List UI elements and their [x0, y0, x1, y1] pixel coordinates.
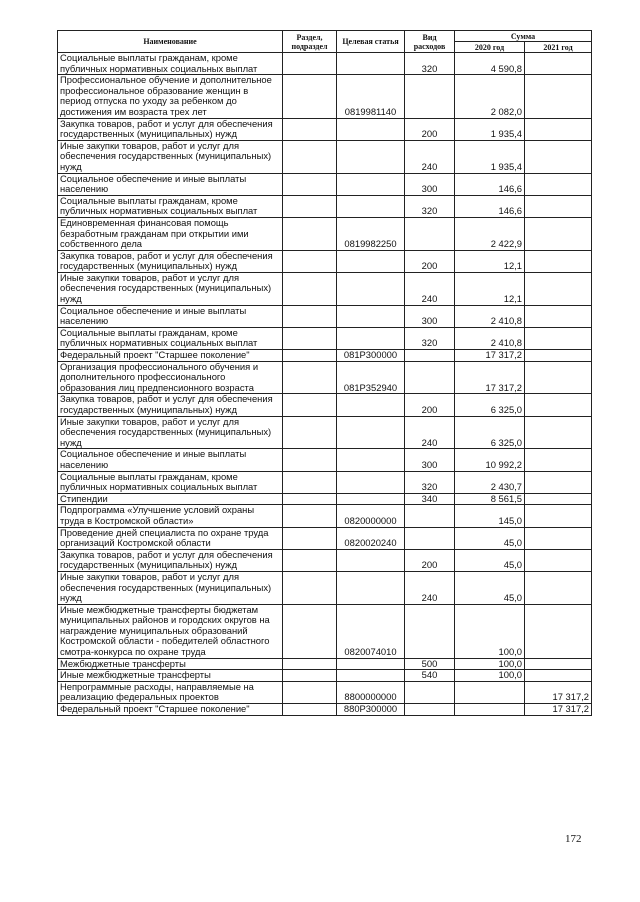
- row-sum-2021: [525, 471, 592, 493]
- row-sum-2020: [455, 704, 525, 716]
- table-row: [58, 670, 592, 682]
- row-kind: 200: [405, 250, 455, 272]
- table-row: [58, 549, 592, 571]
- row-section: [283, 704, 337, 716]
- row-sum-2021: [525, 217, 592, 250]
- header-kind: Вид расходов: [405, 31, 455, 53]
- table-row: [58, 361, 592, 394]
- table-row: [58, 250, 592, 272]
- row-section: [283, 505, 337, 527]
- row-section: [283, 217, 337, 250]
- row-sum-2021: [525, 195, 592, 217]
- table-row: [58, 217, 592, 250]
- row-section: [283, 118, 337, 140]
- row-name: Федеральный проект "Старшее поколение": [58, 704, 283, 716]
- row-name: Профессиональное обучение и дополнительное профессиональное образование женщин в период отпуска по уходу за ребенком до достижения им возраста трех лет: [58, 75, 283, 118]
- row-sum-2021: [525, 549, 592, 571]
- row-sum-2020: 1 935,4: [455, 140, 525, 173]
- row-sum-2021: [525, 505, 592, 527]
- row-kind: [405, 217, 455, 250]
- row-kind: [405, 75, 455, 118]
- row-target: [337, 394, 405, 416]
- row-sum-2021: [525, 394, 592, 416]
- table-row: [58, 416, 592, 449]
- row-target: [337, 195, 405, 217]
- row-sum-2020: 45,0: [455, 527, 525, 549]
- table-row: [58, 53, 592, 75]
- row-kind: [405, 681, 455, 703]
- row-sum-2020: 145,0: [455, 505, 525, 527]
- row-sum-2021: [525, 527, 592, 549]
- row-kind: 300: [405, 173, 455, 195]
- row-name: Организация профессионального обучения и дополнительного профессионального образования лиц предпенсионного возраста: [58, 361, 283, 394]
- row-kind: 240: [405, 416, 455, 449]
- row-name: Иные межбюджетные трансферты: [58, 670, 283, 682]
- row-name: Иные закупки товаров, работ и услуг для обеспечения государственных (муниципальных) нужд: [58, 416, 283, 449]
- row-sum-2020: 6 325,0: [455, 394, 525, 416]
- row-kind: [405, 704, 455, 716]
- row-section: [283, 604, 337, 658]
- row-sum-2021: [525, 118, 592, 140]
- row-section: [283, 350, 337, 362]
- row-name: Социальные выплаты гражданам, кроме публичных нормативных социальных выплат: [58, 327, 283, 349]
- row-name: Федеральный проект "Старшее поколение": [58, 350, 283, 362]
- row-kind: 320: [405, 471, 455, 493]
- row-section: [283, 658, 337, 670]
- row-sum-2021: [525, 53, 592, 75]
- row-section: [283, 140, 337, 173]
- row-sum-2020: 146,6: [455, 195, 525, 217]
- row-section: [283, 416, 337, 449]
- row-sum-2020: 2 410,8: [455, 327, 525, 349]
- table-row: [58, 75, 592, 118]
- row-sum-2021: [525, 670, 592, 682]
- row-target: [337, 658, 405, 670]
- row-sum-2021: [525, 327, 592, 349]
- table-row: [58, 704, 592, 716]
- row-name: Подпрограмма «Улучшение условий охраны труда в Костромской области»: [58, 505, 283, 527]
- table-row: [58, 272, 592, 305]
- row-section: [283, 681, 337, 703]
- row-section: [283, 173, 337, 195]
- row-sum-2021: [525, 250, 592, 272]
- row-kind: 200: [405, 118, 455, 140]
- row-kind: 240: [405, 140, 455, 173]
- row-target: 8800000000: [337, 681, 405, 703]
- row-name: Иные межбюджетные трансферты бюджетам муниципальных районов и городских округов на награждение муниципальных образований Костромской области - победителей областного смотра-конкурса по охране труда: [58, 604, 283, 658]
- row-sum-2020: 45,0: [455, 549, 525, 571]
- row-sum-2020: 8 561,5: [455, 493, 525, 505]
- row-sum-2020: 10 992,2: [455, 449, 525, 471]
- table-row: [58, 449, 592, 471]
- row-kind: 200: [405, 394, 455, 416]
- row-section: [283, 53, 337, 75]
- table-row: [58, 571, 592, 604]
- row-target: [337, 53, 405, 75]
- row-target: [337, 140, 405, 173]
- row-target: [337, 272, 405, 305]
- row-sum-2021: [525, 75, 592, 118]
- row-sum-2021: 17 317,2: [525, 681, 592, 703]
- row-section: [283, 527, 337, 549]
- row-sum-2021: [525, 173, 592, 195]
- row-kind: 340: [405, 493, 455, 505]
- row-sum-2020: 146,6: [455, 173, 525, 195]
- row-sum-2021: [525, 272, 592, 305]
- row-name: Стипендии: [58, 493, 283, 505]
- row-name: Социальные выплаты гражданам, кроме публичных нормативных социальных выплат: [58, 53, 283, 75]
- row-target: 0819982250: [337, 217, 405, 250]
- row-name: Социальное обеспечение и иные выплаты населению: [58, 449, 283, 471]
- row-sum-2021: [525, 140, 592, 173]
- row-kind: 320: [405, 195, 455, 217]
- table-row: [58, 118, 592, 140]
- table-row: [58, 195, 592, 217]
- row-sum-2021: 17 317,2: [525, 704, 592, 716]
- row-target: [337, 549, 405, 571]
- row-kind: 200: [405, 549, 455, 571]
- row-name: Единовременная финансовая помощь безработным гражданам при открытии ими собственного дела: [58, 217, 283, 250]
- header-sum: Сумма: [455, 31, 592, 42]
- row-sum-2021: [525, 604, 592, 658]
- row-section: [283, 471, 337, 493]
- row-sum-2020: [455, 681, 525, 703]
- row-kind: 240: [405, 571, 455, 604]
- row-sum-2020: 100,0: [455, 604, 525, 658]
- table-row: [58, 604, 592, 658]
- row-sum-2021: [525, 361, 592, 394]
- row-sum-2021: [525, 571, 592, 604]
- row-sum-2020: 6 325,0: [455, 416, 525, 449]
- row-section: [283, 75, 337, 118]
- row-kind: 500: [405, 658, 455, 670]
- row-target: 081P352940: [337, 361, 405, 394]
- row-sum-2020: 2 410,8: [455, 305, 525, 327]
- row-name: Закупка товаров, работ и услуг для обеспечения государственных (муниципальных) нужд: [58, 549, 283, 571]
- row-section: [283, 250, 337, 272]
- row-section: [283, 571, 337, 604]
- row-target: [337, 571, 405, 604]
- table-body: [58, 53, 592, 716]
- row-target: 081P300000: [337, 350, 405, 362]
- row-sum-2020: 1 935,4: [455, 118, 525, 140]
- row-kind: [405, 361, 455, 394]
- row-name: Непрограммные расходы, направляемые на реализацию федеральных проектов: [58, 681, 283, 703]
- row-section: [283, 449, 337, 471]
- row-target: [337, 173, 405, 195]
- row-sum-2020: 17 317,2: [455, 350, 525, 362]
- row-name: Социальные выплаты гражданам, кроме публичных нормативных социальных выплат: [58, 195, 283, 217]
- row-kind: [405, 604, 455, 658]
- row-target: [337, 327, 405, 349]
- table-row: [58, 305, 592, 327]
- row-section: [283, 361, 337, 394]
- row-target: 0820074010: [337, 604, 405, 658]
- row-sum-2020: 45,0: [455, 571, 525, 604]
- table-row: [58, 350, 592, 362]
- row-kind: [405, 505, 455, 527]
- row-sum-2020: 12,1: [455, 250, 525, 272]
- row-target: 0820020240: [337, 527, 405, 549]
- row-sum-2021: [525, 350, 592, 362]
- header-year-2021: 2021 год: [525, 42, 592, 53]
- table-row: [58, 681, 592, 703]
- row-sum-2020: 100,0: [455, 670, 525, 682]
- row-name: Иные закупки товаров, работ и услуг для обеспечения государственных (муниципальных) нужд: [58, 571, 283, 604]
- row-name: Иные закупки товаров, работ и услуг для обеспечения государственных (муниципальных) нужд: [58, 140, 283, 173]
- table-header: [58, 31, 592, 53]
- table-row: [58, 493, 592, 505]
- row-sum-2020: 12,1: [455, 272, 525, 305]
- row-sum-2021: [525, 658, 592, 670]
- row-sum-2020: 2 082,0: [455, 75, 525, 118]
- table-row: [58, 140, 592, 173]
- row-kind: 540: [405, 670, 455, 682]
- row-section: [283, 394, 337, 416]
- row-name: Закупка товаров, работ и услуг для обеспечения государственных (муниципальных) нужд: [58, 118, 283, 140]
- page-number: 172: [565, 833, 582, 845]
- row-sum-2021: [525, 493, 592, 505]
- row-target: 0820000000: [337, 505, 405, 527]
- row-kind: 300: [405, 449, 455, 471]
- table-row: [58, 527, 592, 549]
- row-kind: 240: [405, 272, 455, 305]
- row-section: [283, 327, 337, 349]
- row-target: [337, 416, 405, 449]
- row-name: Закупка товаров, работ и услуг для обеспечения государственных (муниципальных) нужд: [58, 250, 283, 272]
- row-section: [283, 493, 337, 505]
- table-row: [58, 394, 592, 416]
- row-name: Межбюджетные трансферты: [58, 658, 283, 670]
- table-row: [58, 327, 592, 349]
- row-target: [337, 250, 405, 272]
- row-target: [337, 449, 405, 471]
- row-target: [337, 471, 405, 493]
- row-sum-2021: [525, 305, 592, 327]
- row-sum-2021: [525, 449, 592, 471]
- row-target: [337, 670, 405, 682]
- row-kind: [405, 527, 455, 549]
- row-target: 0819981140: [337, 75, 405, 118]
- row-sum-2020: 17 317,2: [455, 361, 525, 394]
- row-kind: [405, 350, 455, 362]
- row-name: Социальные выплаты гражданам, кроме публичных нормативных социальных выплат: [58, 471, 283, 493]
- row-name: Социальное обеспечение и иные выплаты населению: [58, 173, 283, 195]
- header-year-2020: 2020 год: [455, 42, 525, 53]
- row-name: Закупка товаров, работ и услуг для обеспечения государственных (муниципальных) нужд: [58, 394, 283, 416]
- row-section: [283, 305, 337, 327]
- table-row: [58, 471, 592, 493]
- row-sum-2021: [525, 416, 592, 449]
- row-target: 880P300000: [337, 704, 405, 716]
- table-row: [58, 505, 592, 527]
- row-kind: 320: [405, 53, 455, 75]
- table-row: [58, 658, 592, 670]
- row-name: Иные закупки товаров, работ и услуг для обеспечения государственных (муниципальных) нужд: [58, 272, 283, 305]
- header-target: Целевая статья: [337, 31, 405, 53]
- table-row: [58, 173, 592, 195]
- row-kind: 320: [405, 327, 455, 349]
- row-sum-2020: 2 422,9: [455, 217, 525, 250]
- row-target: [337, 305, 405, 327]
- budget-table: [57, 30, 592, 716]
- row-target: [337, 118, 405, 140]
- row-name: Проведение дней специалиста по охране труда организаций Костромской области: [58, 527, 283, 549]
- row-section: [283, 670, 337, 682]
- row-sum-2020: 2 430,7: [455, 471, 525, 493]
- header-name: Наименование: [58, 31, 283, 53]
- row-section: [283, 195, 337, 217]
- row-kind: 300: [405, 305, 455, 327]
- row-sum-2020: 100,0: [455, 658, 525, 670]
- row-section: [283, 272, 337, 305]
- row-name: Социальное обеспечение и иные выплаты населению: [58, 305, 283, 327]
- header-section: Раздел, подраздел: [283, 31, 337, 53]
- row-sum-2020: 4 590,8: [455, 53, 525, 75]
- row-section: [283, 549, 337, 571]
- row-target: [337, 493, 405, 505]
